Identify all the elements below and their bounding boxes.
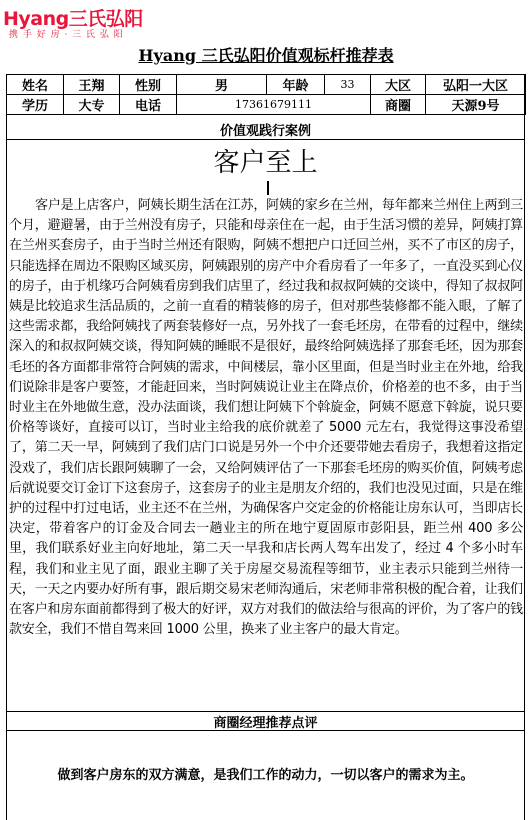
education-label: 学历 — [7, 95, 64, 115]
age-value: 33 — [325, 75, 371, 95]
region-label: 大区 — [371, 75, 426, 95]
phone-label: 电话 — [120, 95, 177, 115]
name-label: 姓名 — [7, 75, 64, 95]
case-title: 客户至上 — [213, 148, 318, 178]
comment-section-header: 商圈经理推荐点评 — [213, 716, 318, 731]
info-row-1 — [7, 75, 526, 95]
case-header-divider — [6, 139, 525, 140]
case-section-header: 价值观践行案例 — [219, 124, 311, 139]
gender-value: 男 — [177, 75, 267, 95]
comment-header-divider — [6, 730, 525, 731]
case-body: 客户是上店客户，阿姨长期生活在江苏，阿姨的家乡在兰州，每年都来兰州住上两到三个月，避避暑，由于兰州没有房子，只能和母亲住在一起，由于生活习惯的差异，阿姨打算在兰州买套房子，由于当时兰州还有限购，阿姨不想把户口迁回兰州，买不了市区的房子，只能选择在周边不限购区域买房，阿姨跟别的房产中介看房看了一年多了，一直没买到心仪的房子，由于机缘巧合阿姨看房到我们店里了，经过我和叔叔阿姨的交谈中，得知了叔叔阿姨是比较追求生活品质的，之前一直看的精装修的房子，但对那些装修都不能入眼，了解了这些需求都，我给阿姨找了两套装修好一点，另外找了一套毛坯房，在带看的过程中，继续深入的和叔叔阿姨交谈，得知阿姨的睡眠不是很好，最终给阿姨选择了那套毛坯，因为那套毛坯的各方面都非常符合阿姨的需求，中间楼层，靠小区里面，但是当时业主在外地，给我们说除非是客户要签，才能赶回来，当时阿姨说让业主在降点价，价格差的也不多，由于当时业主在外地做生意，没办法面谈，我们想让阿姨下个斡旋金，阿姨不愿意下斡旋，说只要价格等谈好，直接可以订，当时业主给我的底价就差了 5000 元左右，我觉得这事没希望了，第二天一早，阿姨到了我们店门口说是另外一个中介还要带她去看房子，我想着这指定没戏了，我们店长跟阿姨聊了一会，又给阿姨评估了一下那套毛坯房的购买价值，阿姨考虑后就说要交订金订下这套房子，这套房子的业主是朋友介绍的，我们也没见过面，只是在维护的过程中打过电话，业主还不在兰州，为确保客户交定金的价格能让房东认可，当即店长决定，带着客户的订金及合同去一趟业主的所在地宁夏固原市彭阳县，距兰州 400 多公里，我们联系好业主向好地址，第二天一早我和店长两人驾车出发了，经过 4 个多小时车程，我们和业主见了面，跟业主聊了关于房屋交易流程等细节，业主表示只能到兰州待一天，一天之内要办好所有事，跟后期交易宋老师沟通后，宋老师非常积极的配合着，让我们在客户和房东面前都得到了极大的好评，双方对我们的做法给与很高的评价，为了客户的钱款安全，我们不惜自驾来回 1000 公里，换来了业主客户的最大肯定。 — [9, 198, 523, 638]
region-value: 弘阳一大区 — [426, 75, 526, 95]
document-title: Hyang 三氏弘阳价值观标杆推荐表 — [138, 46, 394, 65]
company-logo — [3, 2, 163, 42]
name-value: 王翔 — [64, 75, 120, 95]
education-value: 大专 — [64, 95, 120, 115]
logo-slogan: 携 手 好 房 · 三 氏 弘 阳 — [9, 30, 124, 40]
district-value: 天源9号 — [426, 95, 526, 115]
phone-value: 17361679111 — [177, 95, 371, 115]
age-label: 年龄 — [267, 75, 325, 95]
info-row-2 — [7, 95, 526, 115]
info-table — [6, 74, 526, 115]
manager-comment: 做到客户房东的双方满意，是我们工作的动力，一切以客户的需求为主。 — [57, 768, 474, 783]
text-cursor — [267, 181, 269, 195]
logo-wordmark: Hyang三氏弘阳 — [3, 8, 143, 30]
district-label: 商圈 — [371, 95, 426, 115]
gender-label: 性别 — [120, 75, 177, 95]
